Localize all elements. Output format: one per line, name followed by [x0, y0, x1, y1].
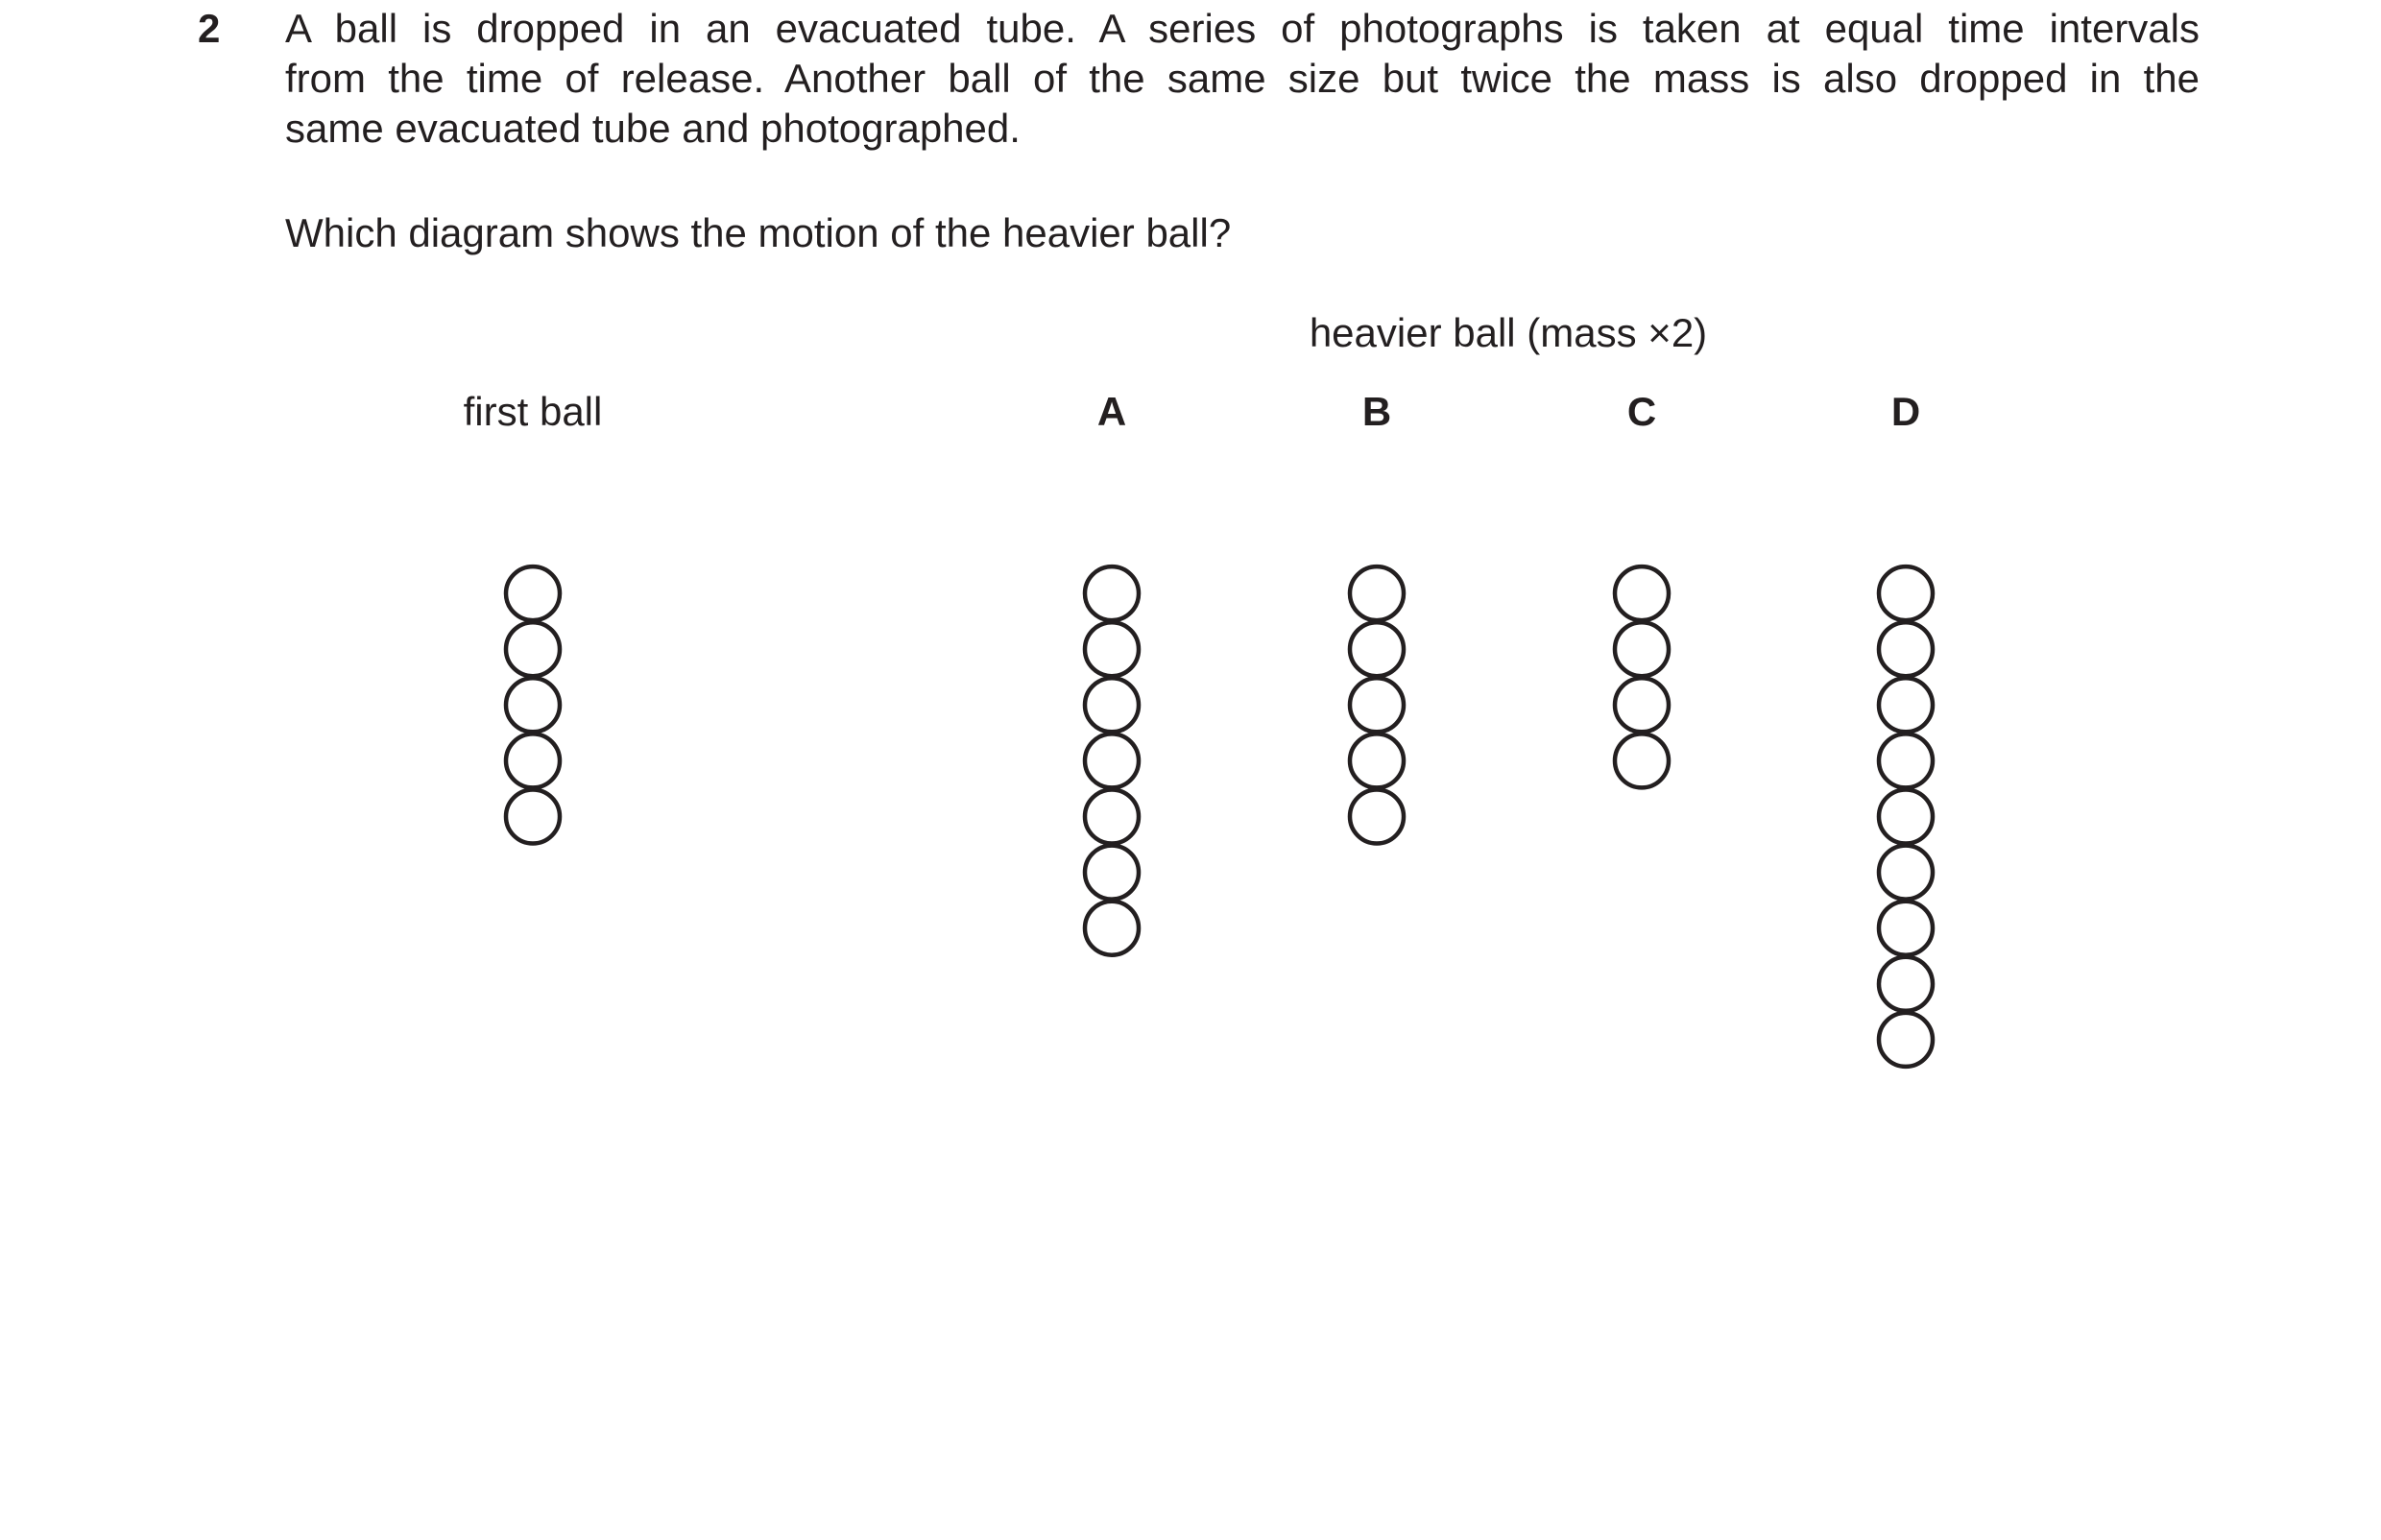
column-D: [1879, 389, 1933, 1067]
ball-C-4: [1615, 734, 1669, 787]
column-label-first: first ball: [463, 389, 603, 434]
ball-D-4: [1879, 734, 1933, 787]
ball-C-1: [1615, 566, 1669, 620]
ball-A-7: [1085, 902, 1139, 955]
ball-D-5: [1879, 790, 1933, 844]
question-number: 2: [198, 6, 221, 51]
heavier-ball-group-label: heavier ball (mass ×2): [1309, 310, 1708, 355]
ball-D-6: [1879, 846, 1933, 900]
ball-D-3: [1879, 678, 1933, 732]
column-C: [1615, 389, 1669, 787]
ball-D-9: [1879, 1013, 1933, 1067]
column-label-B: B: [1361, 389, 1392, 434]
ball-B-4: [1350, 734, 1404, 787]
column-label-C: C: [1626, 389, 1657, 434]
ball-D-2: [1879, 622, 1933, 676]
ball-first-2: [506, 622, 560, 676]
ball-D-7: [1879, 902, 1933, 955]
ball-first-4: [506, 734, 560, 787]
question-text-line-2: from the time of release. Another ball of the same size but twice the mass is also dropped in the: [285, 56, 2200, 101]
ball-B-3: [1350, 678, 1404, 732]
ball-A-2: [1085, 622, 1139, 676]
ball-A-6: [1085, 846, 1139, 900]
column-B: [1350, 389, 1404, 844]
ball-A-4: [1085, 734, 1139, 787]
ball-B-2: [1350, 622, 1404, 676]
question-text-line-3: same evacuated tube and photographed.: [285, 106, 1021, 151]
ball-B-1: [1350, 566, 1404, 620]
ball-C-2: [1615, 622, 1669, 676]
ball-D-8: [1879, 957, 1933, 1011]
question-text-line-1: A ball is dropped in an evacuated tube. A series of photographs is taken at equal time intervals: [285, 6, 2200, 51]
diagram-columns: [464, 389, 1933, 1067]
ball-A-3: [1085, 678, 1139, 732]
column-A: [1085, 389, 1139, 955]
ball-C-3: [1615, 678, 1669, 732]
column-label-D: D: [1890, 389, 1921, 434]
column-first: [464, 389, 603, 844]
ball-A-5: [1085, 790, 1139, 844]
ball-first-3: [506, 678, 560, 732]
ball-D-1: [1879, 566, 1933, 620]
ball-first-5: [506, 790, 560, 844]
ball-B-5: [1350, 790, 1404, 844]
ball-first-1: [506, 566, 560, 620]
column-label-A: A: [1096, 389, 1127, 434]
question-prompt: Which diagram shows the motion of the heavier ball?: [285, 210, 1232, 255]
ball-A-1: [1085, 566, 1139, 620]
